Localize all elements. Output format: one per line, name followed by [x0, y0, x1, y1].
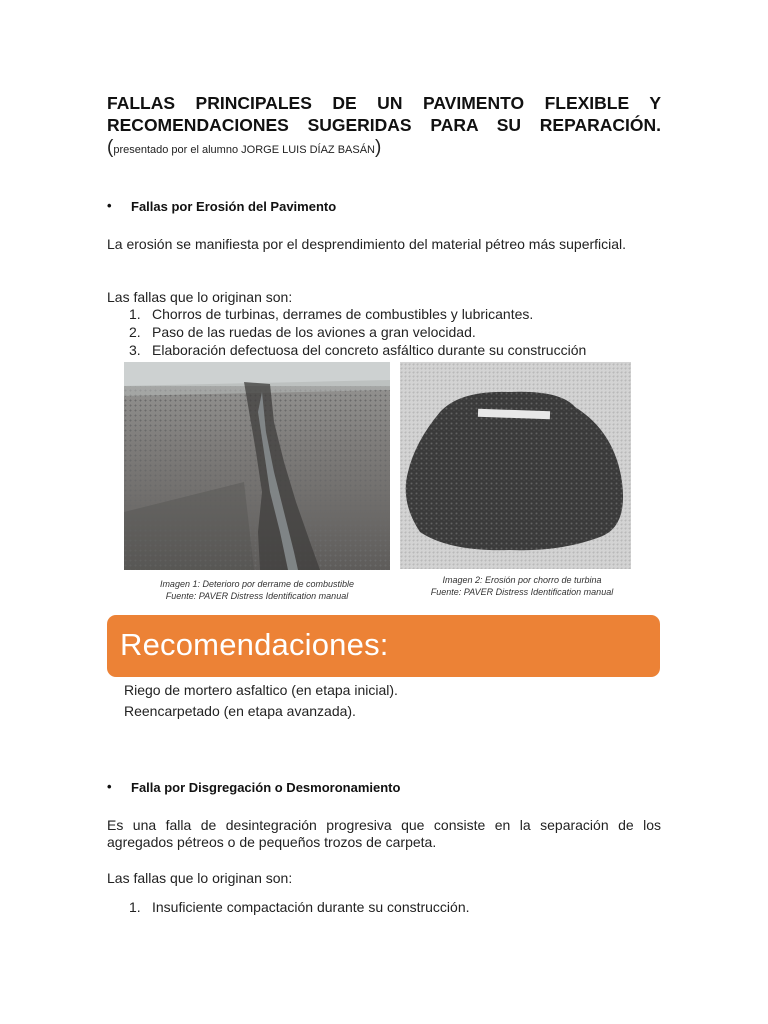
- image2-caption: [395, 574, 649, 598]
- section-disgregation-intro: Es una falla de desintegración progresiva que consiste en la separación de los agregados pétreos o de pequeños trozos de carpeta.: [107, 817, 661, 850]
- image2-caption-line2: Fuente: PAVER Distress Identification manual: [430, 587, 614, 597]
- list-item-number: 3.: [129, 342, 141, 358]
- image2-caption-line1: Imagen 2: Erosión por chorro de turbina: [442, 575, 602, 585]
- recommendation-item: Riego de mortero asfaltico (en etapa inicial).: [124, 682, 398, 698]
- list-item-text: Chorros de turbinas, derrames de combustibles y lubricantes.: [152, 306, 534, 322]
- byline-text: presentado por el alumno JORGE LUIS DÍAZ BASÁN: [113, 144, 375, 156]
- list-item: [107, 323, 667, 341]
- list-item: [107, 341, 667, 359]
- document-title-line-2: RECOMENDACIONES SUGERIDAS PARA SU REPARACIÓN.: [107, 115, 661, 135]
- section-disgregation-heading: • Falla por Disgregación o Desmoronamiento: [131, 780, 400, 795]
- turbine-erosion-photo: [400, 362, 631, 569]
- list-item: [107, 305, 667, 323]
- image1-caption-line2: Fuente: PAVER Distress Identification manual: [165, 591, 349, 601]
- list-item-number: 2.: [129, 324, 141, 340]
- list-item-number: 1.: [129, 306, 141, 322]
- section-erosion-intro: La erosión se manifiesta por el desprendimiento del material pétreo más superficial.: [107, 236, 627, 252]
- byline-open-paren: (: [107, 137, 114, 158]
- byline-close-paren: ): [375, 137, 382, 158]
- list-item-text: Insuficiente compactación durante su construcción.: [152, 899, 470, 915]
- image1-caption: [124, 578, 390, 602]
- list-item-number: 1.: [129, 899, 141, 915]
- section-erosion-heading: • Fallas por Erosión del Pavimento: [131, 199, 336, 214]
- list-item-text: Paso de las ruedas de los aviones a gran velocidad.: [152, 324, 476, 340]
- section-disgregation-causes-label: Las fallas que lo originan son:: [107, 870, 293, 886]
- list-item: [107, 898, 667, 916]
- document-title-line-1: FALLAS PRINCIPALES DE UN PAVIMENTO FLEXIBLE Y: [107, 93, 661, 113]
- recommendation-item: Reencarpetado (en etapa avanzada).: [124, 703, 356, 719]
- crack-drawing: [124, 362, 390, 570]
- erosion-patch-drawing: [400, 362, 631, 569]
- section-erosion-causes-label: Las fallas que lo originan son:: [107, 289, 293, 305]
- section-disgregation-causes-list: [107, 898, 667, 916]
- list-item-text: Elaboración defectuosa del concreto asfáltico durante su construcción: [152, 342, 587, 358]
- image1-caption-line1: Imagen 1: Deterioro por derrame de combustible: [159, 579, 355, 589]
- recommendations-heading: Recomendaciones:: [120, 627, 389, 662]
- section-erosion-causes-list: [107, 305, 667, 359]
- recommendations-banner: [107, 615, 660, 677]
- author-byline: [107, 137, 381, 159]
- pavement-crack-photo: [124, 362, 390, 570]
